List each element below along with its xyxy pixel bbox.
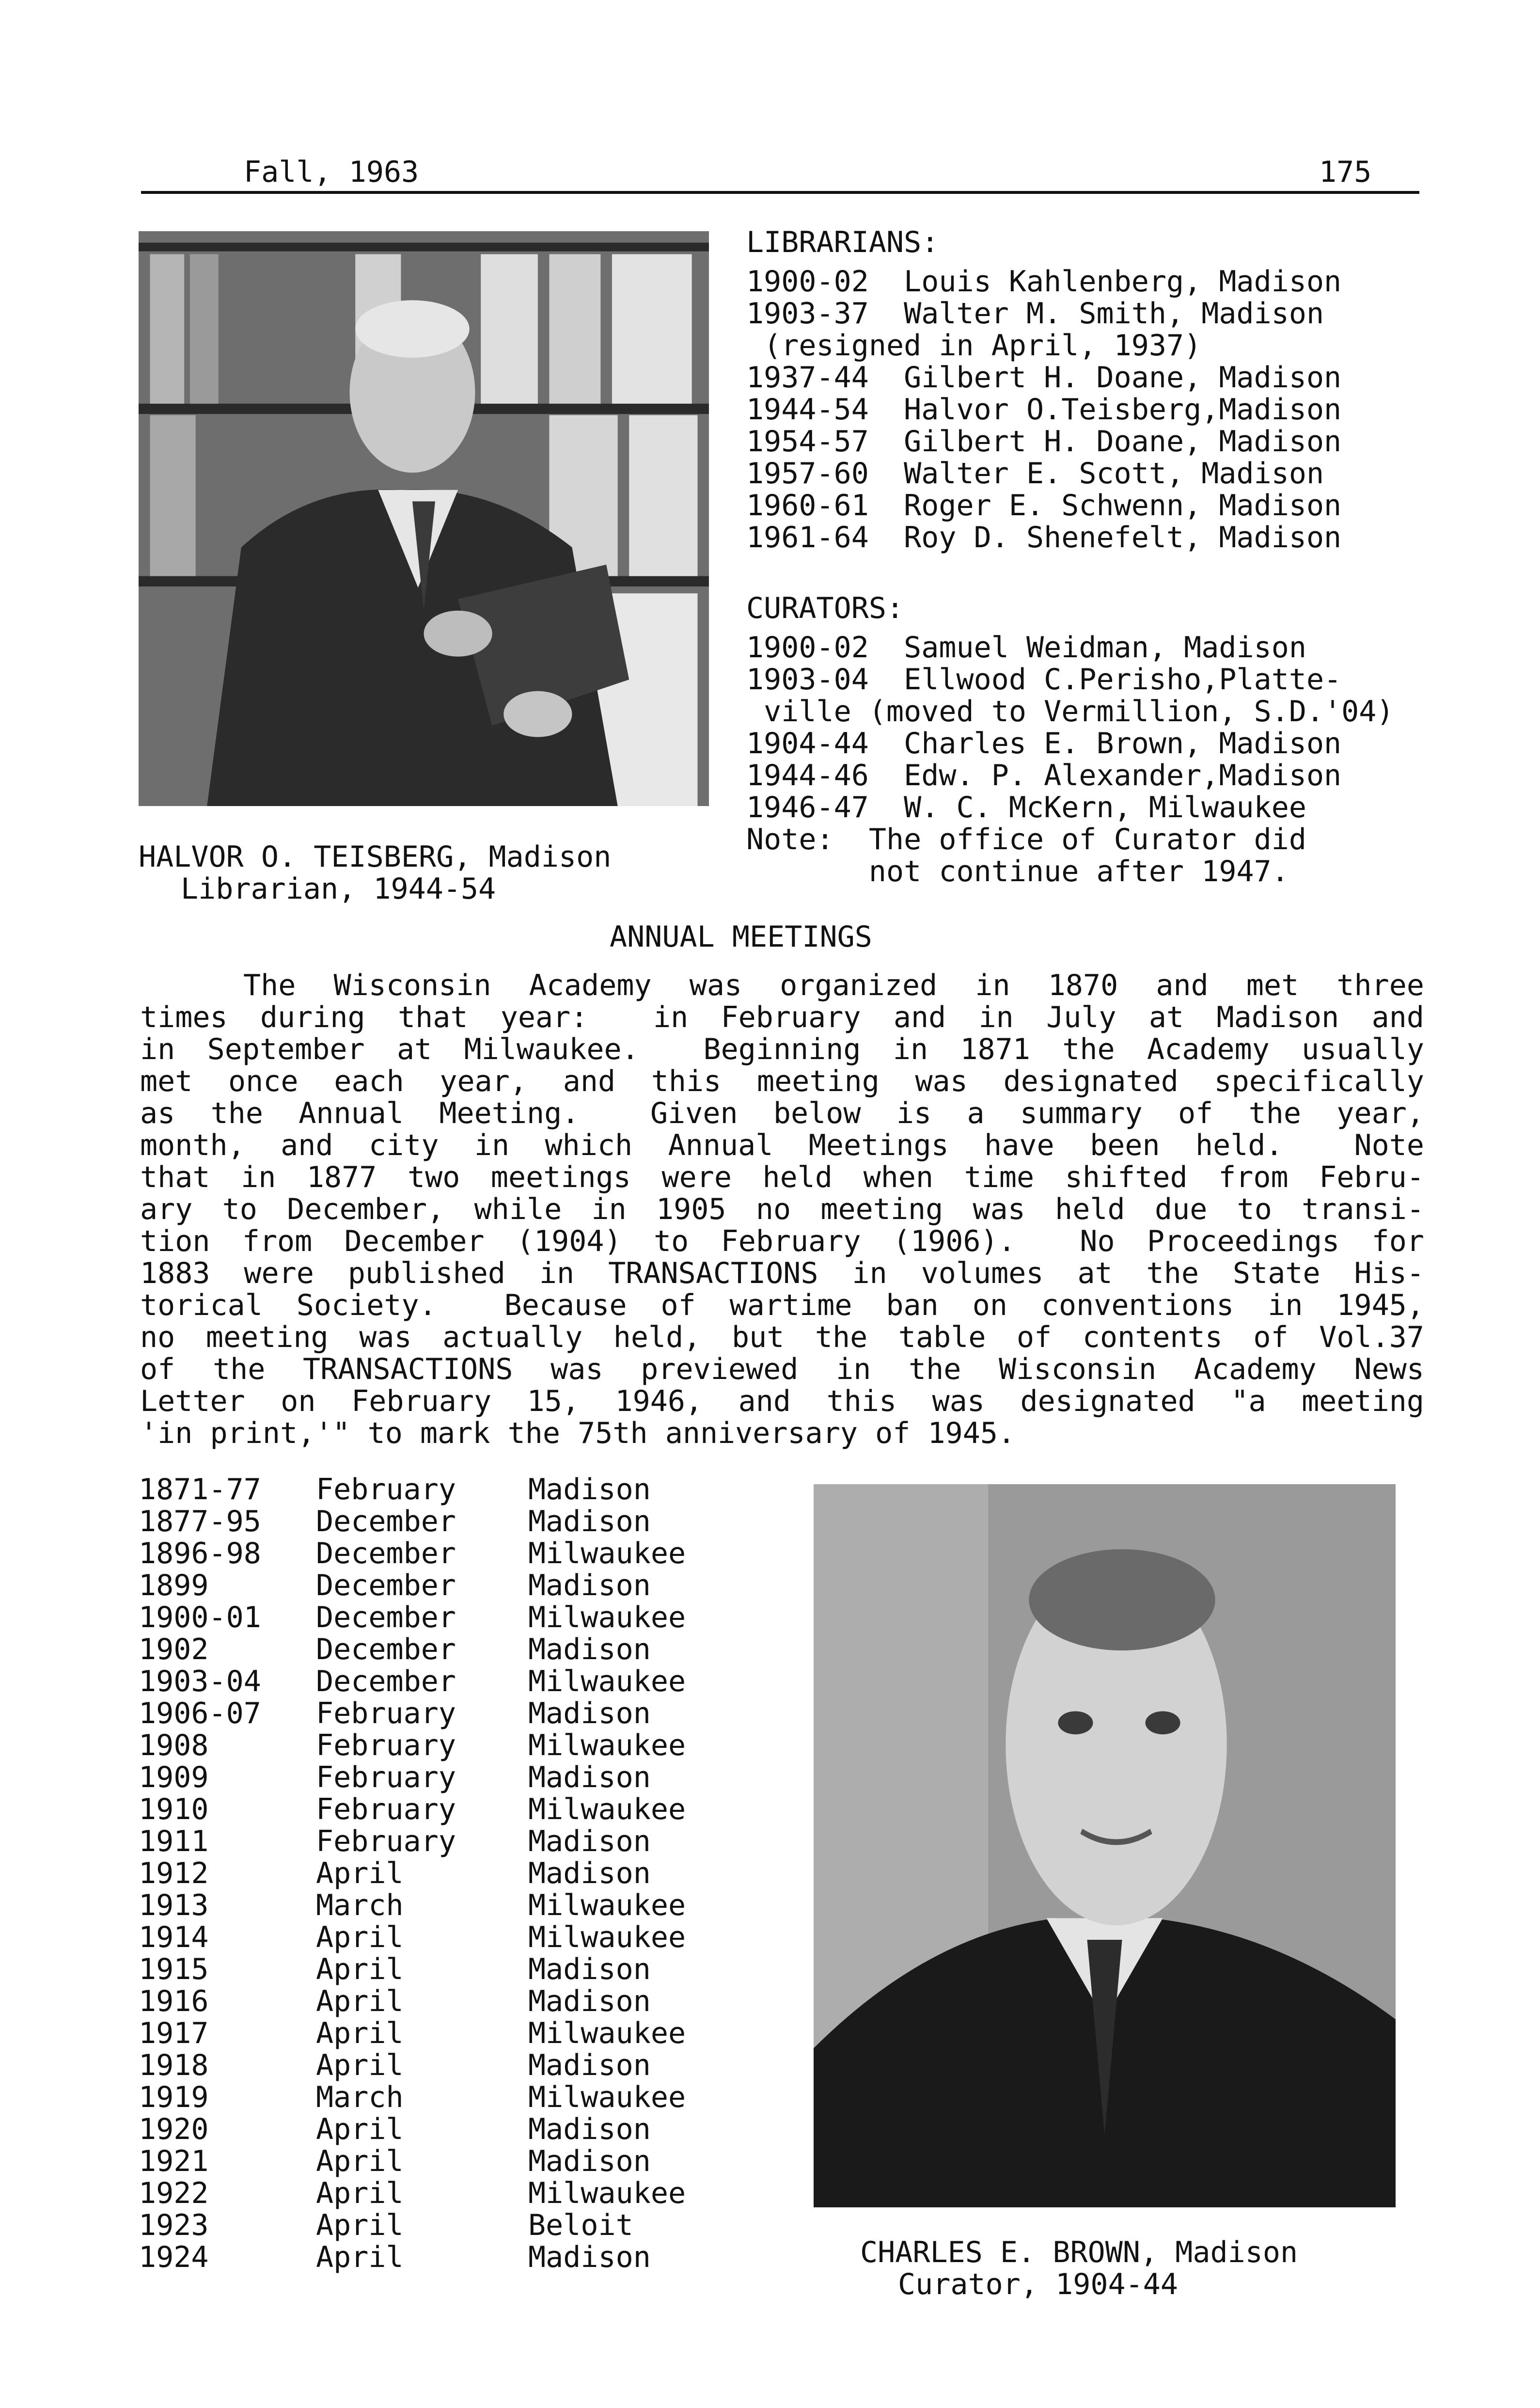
meeting-city: Milwaukee: [528, 1792, 686, 1826]
meeting-row: [139, 1569, 686, 1601]
meeting-month: April: [316, 2240, 404, 2274]
meeting-month: April: [316, 2144, 404, 2178]
meeting-city: Madison: [528, 1952, 651, 1986]
meeting-row: [139, 1953, 686, 1985]
meeting-row: [139, 2049, 686, 2081]
meeting-city: Milwaukee: [528, 2176, 686, 2210]
brown-caption-name: CHARLES E. BROWN, Madison: [860, 2235, 1298, 2269]
meeting-row: [139, 1729, 686, 1761]
meeting-row: [139, 1889, 686, 1921]
meeting-row: [139, 2113, 686, 2145]
meeting-row: [139, 2081, 686, 2113]
meeting-month: December: [316, 1664, 456, 1698]
meeting-city: Milwaukee: [528, 1664, 686, 1698]
meeting-city: Madison: [528, 1824, 651, 1858]
paragraph-line: times during that year: in February and in July at Madison and: [140, 1000, 1424, 1034]
meeting-row: [139, 1761, 686, 1793]
meeting-month: December: [316, 1537, 456, 1570]
meeting-city: Milwaukee: [528, 1888, 686, 1922]
meeting-month: April: [316, 2112, 404, 2146]
meeting-month: December: [316, 1505, 456, 1538]
meeting-month: February: [316, 1473, 456, 1506]
meeting-city: Milwaukee: [528, 1600, 686, 1634]
meeting-city: Madison: [528, 1856, 651, 1890]
running-header-date: Fall, 1963: [244, 155, 419, 189]
meeting-year: 1911: [139, 1824, 209, 1858]
librarian-row: 1960-61 Roger E. Schwenn, Madison: [746, 489, 1342, 523]
paragraph-line: no meeting was actually held, but the table of contents of Vol.37: [140, 1320, 1424, 1354]
meeting-row: [139, 2017, 686, 2049]
meeting-year: 1924: [139, 2240, 209, 2274]
paragraph-line: that in 1877 two meetings were held when time shifted from Febru-: [140, 1160, 1424, 1194]
meeting-city: Madison: [528, 1505, 651, 1538]
meeting-row: [139, 1793, 686, 1825]
meeting-month: March: [316, 2080, 404, 2114]
paragraph-line: month, and city in which Annual Meetings have been held. Note: [140, 1128, 1424, 1162]
meeting-city: Madison: [528, 2048, 651, 2082]
meeting-row: [139, 2177, 686, 2209]
meeting-year: 1871-77: [139, 1473, 261, 1506]
meeting-year: 1903-04: [139, 1664, 261, 1698]
meeting-year: 1906-07: [139, 1696, 261, 1730]
meeting-city: Milwaukee: [528, 2016, 686, 2050]
meeting-month: April: [316, 2208, 404, 2242]
teisberg-portrait-photo: [139, 231, 709, 806]
meeting-row: [139, 1633, 686, 1665]
page-number: 175: [1319, 155, 1372, 189]
brown-portrait-image: [814, 1484, 1396, 2207]
meeting-month: December: [316, 1568, 456, 1602]
librarians-heading: LIBRARIANS:: [746, 225, 939, 259]
meeting-city: Madison: [528, 1473, 651, 1506]
meeting-month: April: [316, 1952, 404, 1986]
meeting-year: 1912: [139, 1856, 209, 1890]
meeting-month: April: [316, 2048, 404, 2082]
meeting-year: 1921: [139, 2144, 209, 2178]
paragraph-line: 1883 were published in TRANSACTIONS in volumes at the State His-: [140, 1256, 1424, 1290]
meeting-row: [139, 1665, 686, 1697]
curator-note: not continue after 1947.: [746, 855, 1289, 888]
meeting-month: February: [316, 1728, 456, 1762]
meeting-row: [139, 1473, 686, 1505]
paragraph-line: Letter on February 15, 1946, and this was designated "a meeting: [140, 1384, 1424, 1418]
teisberg-portrait-image: [139, 231, 709, 806]
meeting-year: 1922: [139, 2176, 209, 2210]
meeting-year: 1913: [139, 1888, 209, 1922]
annual-meetings-heading: ANNUAL MEETINGS: [610, 920, 872, 954]
meeting-year: 1909: [139, 1760, 209, 1794]
paragraph-line: tion from December (1904) to February (1906). No Proceedings for: [140, 1224, 1424, 1258]
meeting-row: [139, 1825, 686, 1857]
meeting-year: 1917: [139, 2016, 209, 2050]
brown-caption-role: Curator, 1904-44: [898, 2267, 1178, 2301]
meeting-month: February: [316, 1760, 456, 1794]
curator-row: ville (moved to Vermillion, S.D.'04): [746, 695, 1394, 729]
meeting-city: Madison: [528, 1984, 651, 2018]
paragraph-line: of the TRANSACTIONS was previewed in the Wisconsin Academy News: [140, 1352, 1424, 1386]
teisberg-caption-name: HALVOR O. TEISBERG, Madison: [139, 840, 612, 874]
paragraph-line: 'in print,'" to mark the 75th anniversary of 1945.: [140, 1416, 1016, 1450]
curator-row: 1903-04 Ellwood C.Perisho,Platte-: [746, 663, 1342, 697]
meeting-month: April: [316, 1984, 404, 2018]
meeting-month: April: [316, 2176, 404, 2210]
librarian-row: (resigned in April, 1937): [746, 329, 1202, 363]
meeting-city: Madison: [528, 1760, 651, 1794]
meeting-row: [139, 2209, 686, 2241]
meeting-row: [139, 1505, 686, 1537]
curator-note: Note: The office of Curator did: [746, 823, 1306, 856]
librarian-row: 1937-44 Gilbert H. Doane, Madison: [746, 361, 1342, 395]
meeting-year: 1918: [139, 2048, 209, 2082]
meeting-row: [139, 1857, 686, 1889]
meeting-city: Madison: [528, 2112, 651, 2146]
meeting-row: [139, 1985, 686, 2017]
meeting-month: February: [316, 1696, 456, 1730]
librarian-row: 1954-57 Gilbert H. Doane, Madison: [746, 425, 1342, 459]
meeting-year: 1877-95: [139, 1505, 261, 1538]
paragraph-line: met once each year, and this meeting was designated specifically: [140, 1064, 1424, 1098]
annual-meetings-list: [139, 1473, 686, 2273]
meeting-year: 1902: [139, 1632, 209, 1666]
meeting-city: Milwaukee: [528, 1728, 686, 1762]
meeting-year: 1896-98: [139, 1537, 261, 1570]
meeting-month: February: [316, 1824, 456, 1858]
meeting-month: April: [316, 1920, 404, 1954]
meeting-row: [139, 2241, 686, 2273]
paragraph-line: in September at Milwaukee. Beginning in 1871 the Academy usually: [140, 1032, 1424, 1066]
librarian-row: 1900-02 Louis Kahlenberg, Madison: [746, 265, 1342, 299]
meeting-month: April: [316, 1856, 404, 1890]
meeting-city: Madison: [528, 1696, 651, 1730]
meeting-row: [139, 1921, 686, 1953]
meeting-month: April: [316, 2016, 404, 2050]
meeting-year: 1908: [139, 1728, 209, 1762]
meeting-row: [139, 2145, 686, 2177]
paragraph-line: ary to December, while in 1905 no meeting was held due to transi-: [140, 1192, 1424, 1226]
curator-row: 1946-47 W. C. McKern, Milwaukee: [746, 791, 1306, 824]
meeting-year: 1916: [139, 1984, 209, 2018]
meeting-city: Madison: [528, 2240, 651, 2274]
meeting-city: Madison: [528, 1568, 651, 1602]
meeting-year: 1923: [139, 2208, 209, 2242]
meeting-row: [139, 1537, 686, 1569]
meeting-city: Milwaukee: [528, 1537, 686, 1570]
meeting-city: Milwaukee: [528, 2080, 686, 2114]
meeting-month: December: [316, 1632, 456, 1666]
meeting-year: 1899: [139, 1568, 209, 1602]
librarian-row: 1961-64 Roy D. Shenefelt, Madison: [746, 521, 1342, 554]
meeting-month: February: [316, 1792, 456, 1826]
curator-row: 1900-02 Samuel Weidman, Madison: [746, 631, 1306, 665]
librarian-row: 1903-37 Walter M. Smith, Madison: [746, 297, 1324, 331]
librarian-row: 1944-54 Halvor O.Teisberg,Madison: [746, 393, 1342, 427]
curator-row: 1904-44 Charles E. Brown, Madison: [746, 727, 1342, 760]
curators-heading: CURATORS:: [746, 591, 904, 625]
meeting-year: 1920: [139, 2112, 209, 2146]
paragraph-line: as the Annual Meeting. Given below is a summary of the year,: [140, 1096, 1424, 1130]
meeting-year: 1914: [139, 1920, 209, 1954]
header-rule: [141, 191, 1419, 194]
meeting-city: Beloit: [528, 2208, 633, 2242]
meeting-year: 1919: [139, 2080, 209, 2114]
meeting-month: December: [316, 1600, 456, 1634]
meeting-year: 1915: [139, 1952, 209, 1986]
paragraph-line: torical Society. Because of wartime ban on conventions in 1945,: [140, 1288, 1424, 1322]
annual-meetings-paragraph: [140, 969, 1424, 1449]
meeting-city: Milwaukee: [528, 1920, 686, 1954]
teisberg-caption-role: Librarian, 1944-54: [181, 872, 496, 906]
meeting-city: Madison: [528, 1632, 651, 1666]
meeting-year: 1910: [139, 1792, 209, 1826]
librarian-row: 1957-60 Walter E. Scott, Madison: [746, 457, 1324, 491]
meeting-year: 1900-01: [139, 1600, 261, 1634]
meeting-city: Madison: [528, 2144, 651, 2178]
meeting-row: [139, 1697, 686, 1729]
meeting-row: [139, 1601, 686, 1633]
brown-portrait-photo: [814, 1484, 1396, 2207]
meeting-month: March: [316, 1888, 404, 1922]
paragraph-line: The Wisconsin Academy was organized in 1870 and met three: [243, 968, 1424, 1002]
curator-row: 1944-46 Edw. P. Alexander,Madison: [746, 759, 1342, 792]
